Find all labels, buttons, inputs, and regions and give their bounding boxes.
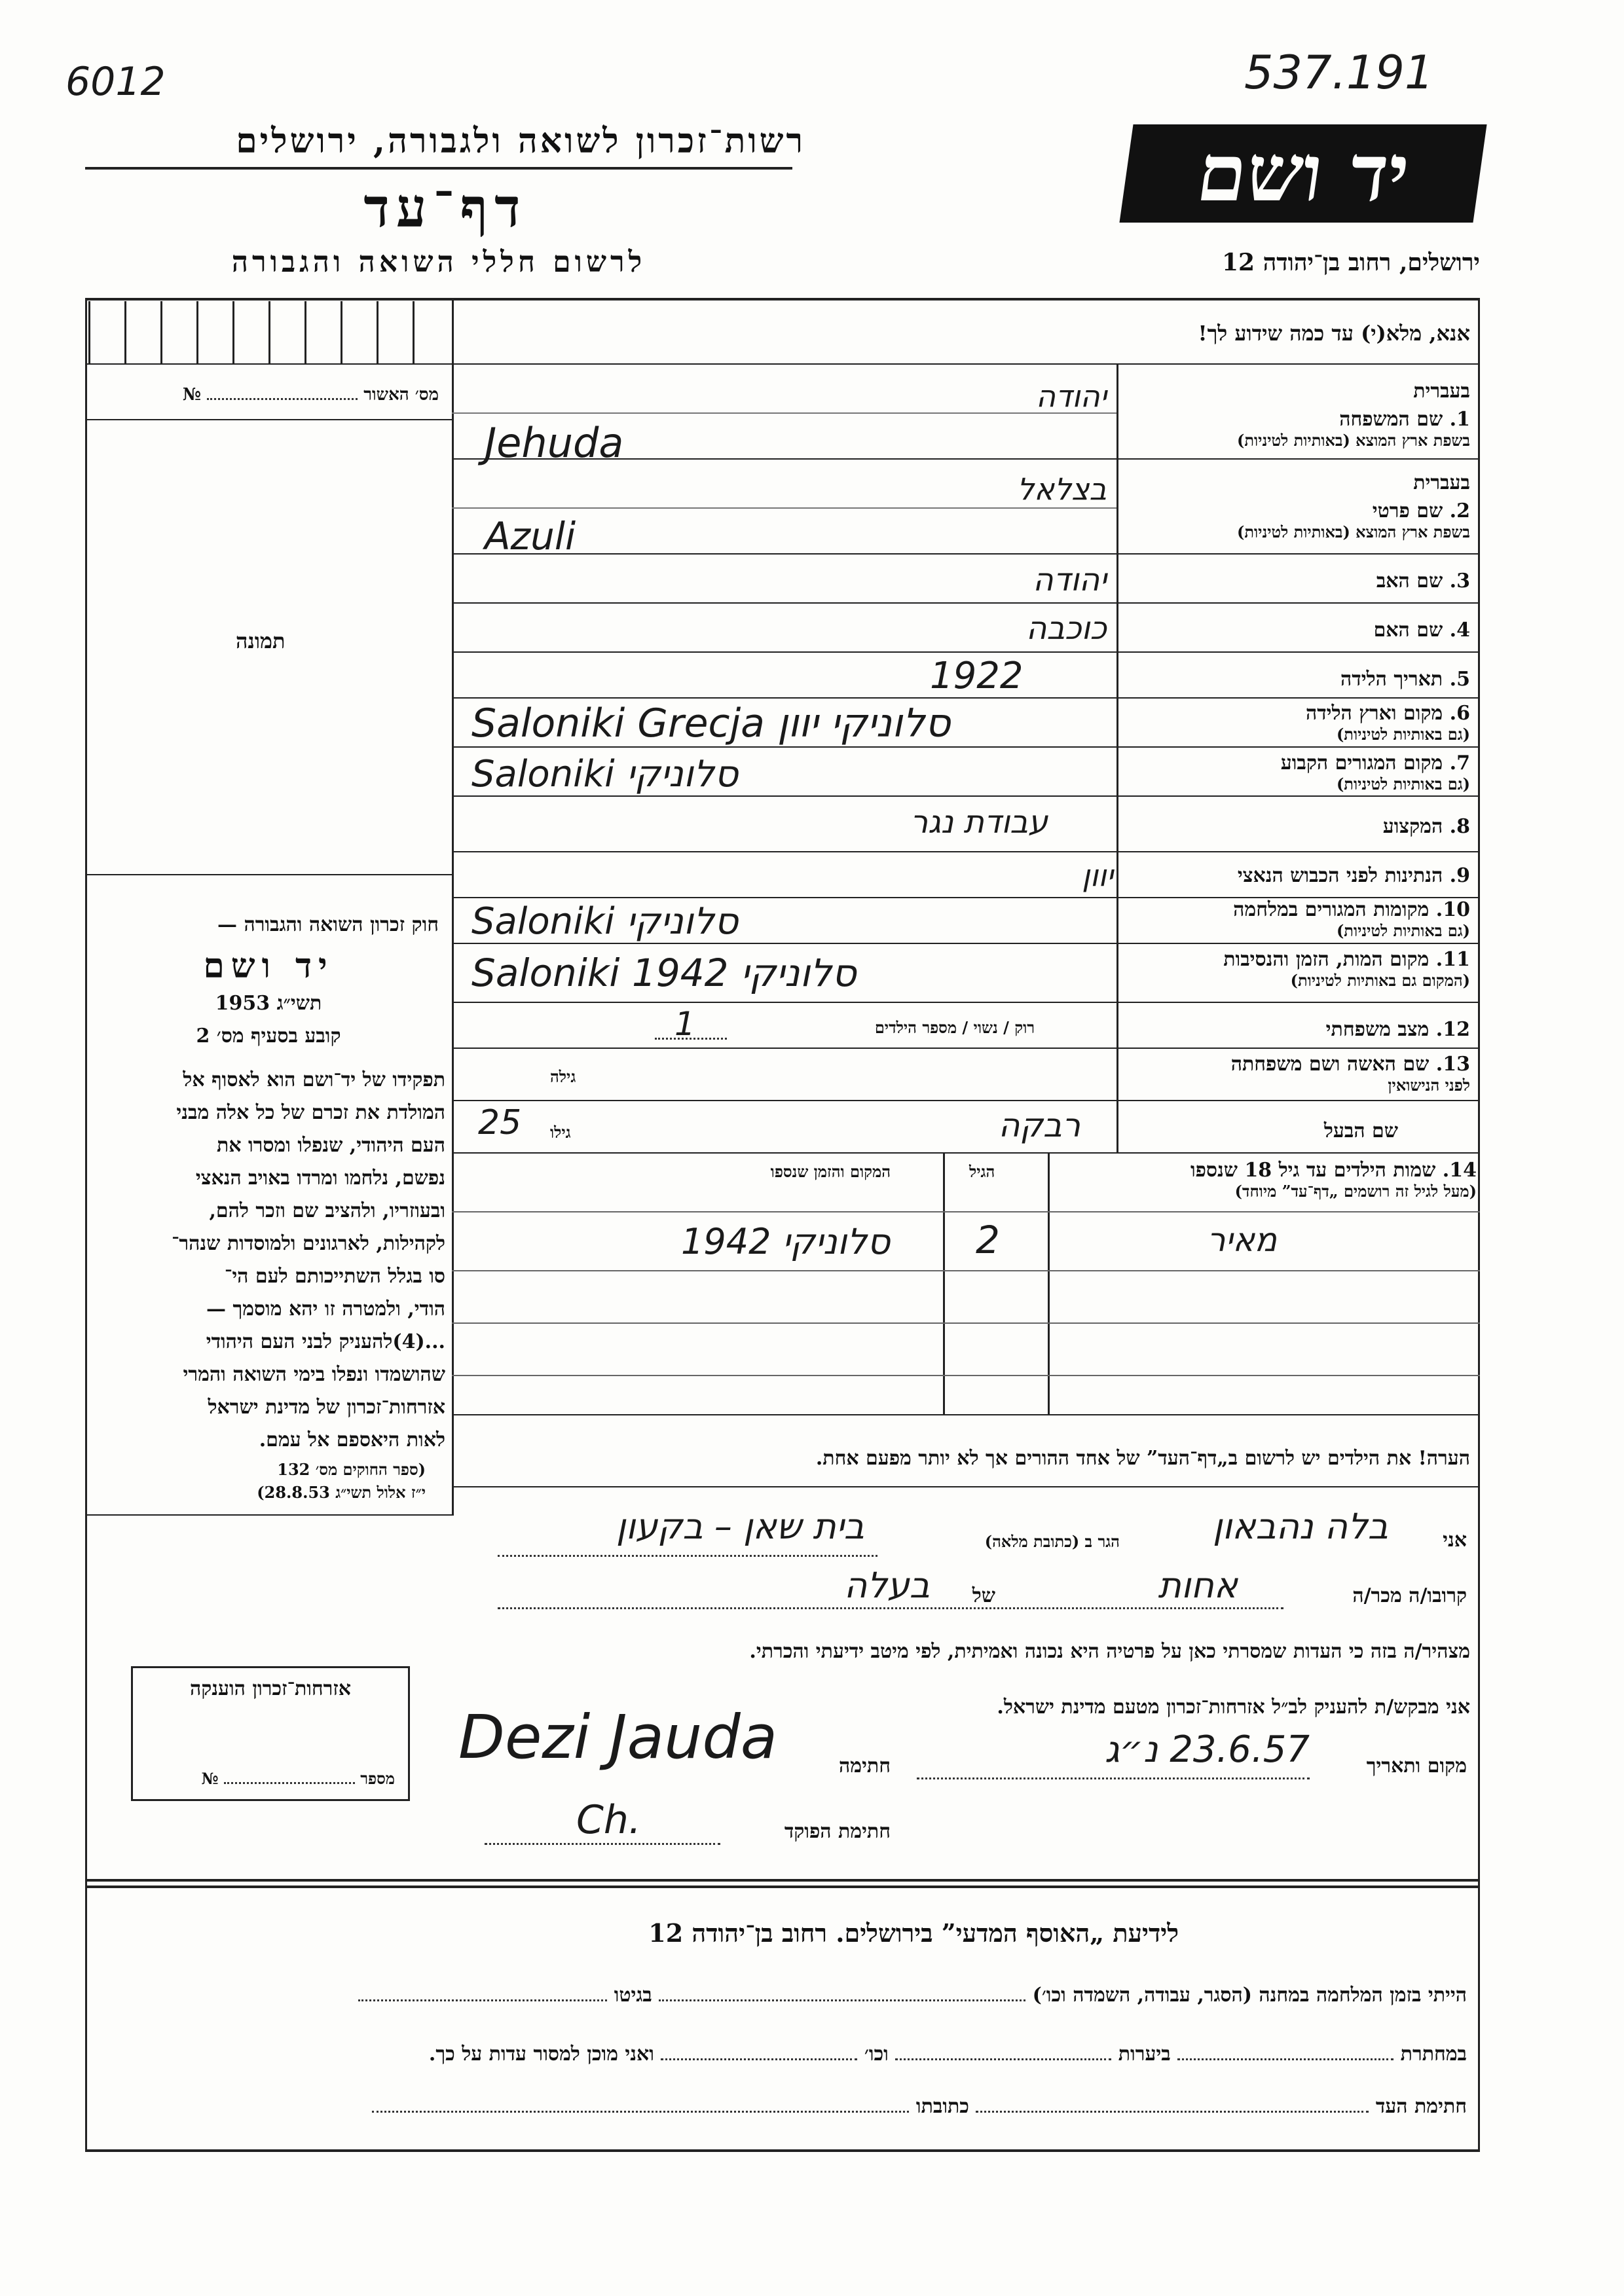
sub-rule [452,507,1116,509]
field-5-label [1123,668,1470,691]
field-label: הנתינות לפני הכבוש הנאצי [1237,864,1443,887]
field-label: שם האב [1376,570,1443,592]
children-header-rule [452,1211,1480,1212]
footer-line-1 [98,1984,1467,2007]
children-row-rule [452,1270,1480,1271]
declaration-text: מצהיר/ה בזה כי העדות שמסרתי כאן על פרטיה היא נכונה ואמיתית, לפי מיטב ידיעתי והכרתי. [749,1640,1470,1663]
field-3-label [1123,570,1470,592]
row-rule [452,851,1480,852]
children-place-header: המקום והזמן שנספו [770,1162,891,1181]
frame-bottom [85,2149,1480,2152]
husband-age: 25 [478,1103,522,1142]
footer-rule [85,1879,1480,1882]
field-sub: (גם באותיות לטיניות) [1336,921,1470,940]
officer-line [485,1843,720,1845]
row-rule [452,746,1480,748]
children-row-rule [452,1375,1480,1376]
field-label: מקומות המגורים במלחמה [1233,898,1430,921]
row-rule [452,553,1480,555]
row-rule [452,651,1480,653]
field-sub: (גם באותיות לטיניות) [1336,725,1470,744]
wife-age-label: גילה [550,1067,576,1086]
address: ירושלים, רחוב בן־יהודה 12 [1221,249,1480,276]
signature-label: חתימה [839,1755,891,1777]
birthplace: Saloniki Grecja סלוניקי יוון [471,701,951,746]
field-2-label [1123,471,1470,542]
frame-left [85,298,87,2151]
citizenship-number [146,1769,395,1789]
declarant-name: בלה נהבאון [1213,1506,1388,1547]
children-count: 1 [674,1005,695,1043]
number-no: № [201,1769,219,1788]
header-rule [85,167,792,170]
signature: Dezi Jauda [458,1702,778,1772]
sidebar-divider [452,298,454,1516]
footer-line-2 [98,2043,1467,2066]
place-date: 23.6.57 נ״ג [1104,1728,1310,1771]
row-rule [452,943,1480,944]
field-13-label [1123,1053,1470,1095]
form-subtitle: לרשום חללי השואה והגבורה [231,246,646,279]
field-num: 6. [1449,702,1470,725]
law-line: לאות היאספם אל עמם. [259,1429,445,1451]
ghetto-label: בגיטו [614,1984,652,2007]
law-line: הודי, ולמטרה זו יהא מוסמך — [206,1298,445,1321]
field-6-label [1123,702,1470,744]
husband-label: שם הבעל [1323,1120,1398,1142]
declarant-address: בית שאן – בקעון [616,1506,864,1547]
field-4-label [1123,619,1470,642]
field-10-label [1123,898,1470,941]
law-line: אזרחות־זכרון של מדינת ישראל [208,1396,445,1419]
law-line: לקהילות, לארגונים ולמוסדות שנהר־ [171,1232,445,1255]
law-ref-1: (ספר החוקים מס׳ 132 [277,1460,426,1479]
relation-line [498,1607,1283,1609]
law-name: יד ושם [203,946,334,986]
law-line: סו בגלל השתייכותם לעם הי־ [224,1265,445,1288]
marital-options: רוק / נשוי / מספר הילדים [874,1018,1035,1037]
instruction-rule [452,363,1480,365]
field-label: מקום המגורים הקבוע [1280,752,1443,774]
law-line: שהושמדו ונפלו בימי השואה והמרי [183,1363,445,1386]
underground-label: במחתרת [1400,2043,1467,2066]
field-11-label [1123,948,1470,991]
field-label: המקצוע [1382,815,1443,838]
profession: עבודת נגר [910,804,1048,841]
approval-label [105,385,439,405]
row-rule [452,1152,1480,1154]
tick-strip [88,301,449,363]
field-8-label [1123,815,1470,838]
field-num: 2. [1449,500,1470,522]
residence: Saloniki סלוניקי [471,753,739,795]
surname-latin: Jehuda [485,419,624,467]
law-line: נפשם, נלחמו ומרדו באויב הנאצי [195,1167,445,1190]
law-line: ובעוזריו, ולהציב שם וזכר להם, [209,1199,445,1222]
number-label: מספר [360,1769,395,1788]
field-num: 12. [1435,1018,1470,1041]
field-sub: (המקום גם באותיות לטיניות) [1290,971,1470,990]
field-label: מצב משפחתי [1325,1018,1430,1041]
relation-label: קרובו/ה מכר/ה [1352,1584,1467,1607]
instruction: אנא, מלא(י) עד כמה שידוע לך! [1198,321,1470,346]
children-age-header: הגיל [969,1162,995,1181]
of-value: בעלה [844,1565,930,1606]
row-rule [452,1002,1480,1003]
note-rule [452,1486,1480,1487]
witness-address-label: כתובתו [915,2095,969,2118]
heb-tag: בעברית [1413,380,1470,403]
field-sub: (מעל לגיל זה רושמים „דף־עד” מיוחד) [1234,1182,1477,1201]
officer-signature: Ch. [576,1797,641,1843]
husband-name: רבקה [998,1106,1080,1144]
row-rule [452,795,1480,797]
field-num: 1. [1449,408,1470,431]
etc-label: וכו׳ [864,2043,889,2066]
field-7-label [1123,752,1470,794]
officer-label: חתימת הפוקד [784,1820,891,1843]
field-num: 10. [1435,898,1470,921]
law-ref-2: י״ז אלול תשי״ג 28.8.53) [257,1483,426,1502]
camp-label: הייתי בזמן המלחמה במחנה (הסגר, עבודה, השמדה וכו׳) [1032,1984,1467,2007]
authority-title: רשות־זכרון לשואה ולגבורה, ירושלים [236,121,805,161]
children-row-rule [452,1322,1480,1324]
field-label: מקום וארץ הלידה [1305,702,1443,725]
law-line: העם היהודי, שנפלו ומסרו את [216,1134,445,1157]
child-age: 2 [976,1218,1000,1262]
field-sub: לפני הנישואין [1388,1076,1470,1095]
field-num: 9. [1449,864,1470,887]
field-num: 8. [1449,815,1470,838]
field-label: שם האשה ושם משפחתה [1230,1053,1430,1076]
row-rule [452,1048,1480,1049]
field-sub: בשפת ארץ המוצא (באותיות לטיניות) [1237,431,1470,450]
form-title: דף־עד [363,177,527,240]
field-label: שמות הילדים עד גיל 18 שנספו [1190,1159,1436,1182]
heb-tag: בעברית [1413,471,1470,494]
given-name-hebrew: בצלאל [1017,471,1107,507]
law-line: תפקידו של יד־ושם הוא לאסוף אל [183,1068,445,1091]
label-column-divider [1116,363,1118,1152]
law-body [98,1064,445,1457]
field-num: 14. [1442,1159,1477,1182]
note: הערה! את הילדים יש לרשום ב„דף־העד” של אחד ההורים אך לא יותר מפעם אחת. [815,1447,1470,1470]
child-place-time: 1942 סלוניקי [681,1221,891,1262]
death-place-date: Saloniki 1942 סלוניקי [471,951,857,995]
field-num: 4. [1449,619,1470,642]
residing-label: הגר ב (כתובת מלאה) [984,1532,1120,1551]
law-line: ...(4)להעניק לבני העם היהודי [206,1330,445,1353]
tick-strip-rule [85,363,452,365]
row-rule [452,602,1480,604]
record-number: 537.191 [1244,46,1434,100]
field-label: תאריך הלידה [1340,668,1443,691]
citizenship-title: אזרחות־זכרון הוענקה [189,1677,352,1700]
husband-age-label: גילו [550,1123,571,1142]
forests-label: ביערות [1118,2043,1171,2066]
birth-date: 1922 [930,655,1024,697]
father-name: יהודה [1033,562,1107,598]
field-num: 11. [1435,948,1470,971]
approval-no: № [182,385,202,405]
of-label: של [972,1584,995,1607]
field-num: 13. [1435,1053,1470,1076]
witness-signature-label: חתימת העד [1375,2095,1467,2118]
nationality: יוון [1082,858,1113,893]
law-line: המולדת את זכרם של כל אלה מבני [176,1101,445,1124]
archive-code: 6012 [65,59,166,105]
law-year: תשי״ג 1953 [215,992,322,1015]
field-sub: בשפת ארץ המוצא (באותיות לטיניות) [1237,522,1470,541]
field-num: 3. [1449,570,1470,592]
field-num: 5. [1449,668,1470,691]
children-bottom-rule [452,1414,1480,1415]
yad-vashem-logo: יד ושם [1119,124,1486,223]
frame-top [85,298,1480,301]
approval-rule [85,419,452,420]
footer-rule-2 [85,1886,1480,1888]
field-label: שם פרטי [1372,500,1443,522]
wartime-residence: Saloniki סלוניקי [471,900,739,943]
relation: אחות [1158,1565,1238,1606]
testimony-label: ואני מוכן למסור עדות על כך. [428,2043,654,2066]
place-date-label: מקום ותאריך [1366,1755,1467,1777]
request-text: אני מבקש/ת להעניק לב״ל אזרחות־זכרון מטעם מדינת ישראל. [997,1696,1470,1719]
frame-right [1478,298,1480,2151]
footer-line-3 [98,2095,1467,2118]
mother-name: כוכבה [1026,610,1107,647]
field-label: שם המשפחה [1339,408,1443,431]
citizenship-box [131,1666,410,1801]
address-line [498,1555,877,1557]
child-name: מאיר [1207,1221,1277,1259]
field-14-label [1058,1159,1477,1201]
approval-text: מס׳ האשור [363,385,439,405]
given-name-latin: Azuli [485,514,576,558]
row-rule [452,697,1480,699]
photo-rule [85,874,452,875]
footer-title: לידיעת „האוסף המדעי” בירושלים. רחוב בן־יהודה 12 [648,1918,1179,1948]
field-1-label [1123,380,1470,450]
declarant-i: אני [1443,1529,1467,1552]
sidebar-bottom-rule [85,1514,452,1516]
field-label: מקום המות, הזמן והנסיבות [1223,948,1430,971]
field-12-label [1123,1018,1470,1041]
field-9-label [1123,864,1470,887]
place-date-line [917,1777,1310,1779]
field-num: 7. [1449,752,1470,774]
row-rule [452,1100,1480,1101]
law-section: קובע בסעיף מס׳ 2 [196,1025,341,1048]
photo-label: תמונה [236,629,286,653]
field-sub: (גם באותיות לטיניות) [1336,774,1470,793]
surname-hebrew: יהודה [1035,378,1107,414]
field-label: שם האם [1373,619,1443,642]
law-title: חוק זכרון השואה והגבורה — [217,913,439,936]
